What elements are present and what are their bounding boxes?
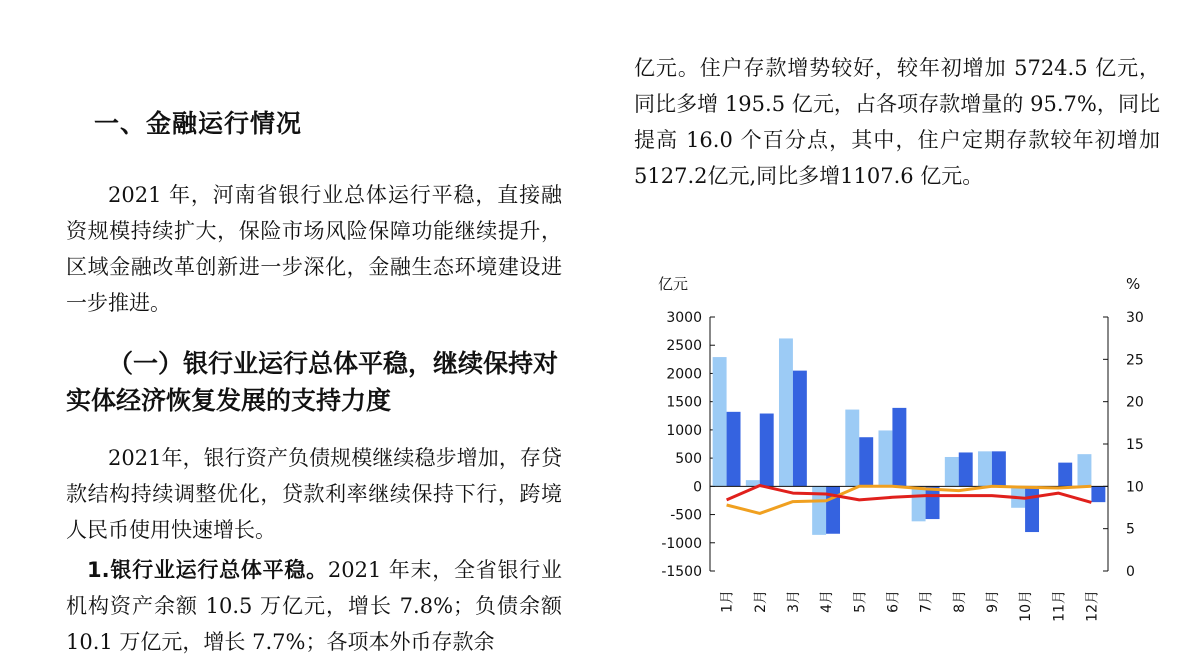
bar-series2 <box>727 412 741 487</box>
category-label: 11月 <box>1051 590 1068 622</box>
bar-series1 <box>978 451 992 486</box>
right-tick-label: 5 <box>1126 521 1135 538</box>
right-tick-label: 25 <box>1126 352 1144 369</box>
bar-series1 <box>779 338 793 486</box>
category-label: 10月 <box>1018 590 1035 622</box>
category-label: 6月 <box>885 590 902 613</box>
category-label: 2月 <box>752 590 769 613</box>
bar-series2 <box>1025 486 1039 532</box>
section-title: 一、金融运行情况 <box>94 109 303 138</box>
bar-series1 <box>1077 454 1091 486</box>
category-label: 7月 <box>918 590 935 613</box>
right-tick-label: 0 <box>1126 564 1135 580</box>
category-label: 1月 <box>719 590 736 613</box>
bar-series1 <box>945 457 959 486</box>
intro-paragraph: 2021 年，河南省银行业总体运行平稳，直接融资规模持续扩大，保险市场风险保障功能继续提升，区域金融改革创新进一步深化，金融生态环境建设进一步推进。 <box>66 183 562 315</box>
category-label: 8月 <box>951 590 968 613</box>
deposit-chart <box>630 260 1190 634</box>
item1-text: 2021 年末，全省银行业机构资产余额 10.5 万亿元，增长 7.8%；负债余额 10.1 万亿元，增长 7.7%；各项本外币存款余 <box>66 558 562 654</box>
bar-series1 <box>912 486 926 521</box>
right-tick-label: 20 <box>1126 394 1144 411</box>
right-axis-unit: % <box>1126 275 1141 293</box>
right-tick-label: 10 <box>1126 479 1144 496</box>
left-tick-label: 3000 <box>666 310 702 326</box>
category-label: 5月 <box>852 590 869 613</box>
item1-paragraph <box>66 552 562 660</box>
bar-series2 <box>859 437 873 486</box>
left-tick-label: 1000 <box>666 422 702 439</box>
bar-series2 <box>760 414 774 487</box>
category-label: 12月 <box>1084 590 1101 622</box>
left-axis-unit: 亿元 <box>658 275 689 293</box>
right-tick-label: 15 <box>1126 437 1144 453</box>
left-tick-label: 2000 <box>666 366 702 383</box>
left-tick-label: 0 <box>693 479 702 496</box>
left-tick-label: 2500 <box>666 338 702 355</box>
left-tick-label: 500 <box>675 451 702 468</box>
bar-series1 <box>845 410 859 487</box>
summary-paragraph: 2021年，银行资产负债规模继续稳步增加，存贷款结构持续调整优化，贷款利率继续保持下行，跨境人民币使用快速增长。 <box>66 446 562 542</box>
bar-series2 <box>926 486 940 519</box>
item1-lead: 1.银行业运行总体平稳。 <box>87 558 328 582</box>
right-paragraph: 亿元。住户存款增势较好，较年初增加 5724.5 亿元，同比多增 195.5 亿元，占各项存款增量的 95.7%，同比提高 16.0 个百分点，其中，住户定期存款较年初增加5127.2亿元,同比多增1107.6 亿元。 <box>634 56 1160 188</box>
category-label: 9月 <box>984 590 1001 613</box>
left-tick-label: -1000 <box>661 535 702 552</box>
bar-series2 <box>892 408 906 486</box>
left-tick-label: -500 <box>670 507 702 524</box>
left-tick-label: -1500 <box>661 564 702 580</box>
category-label: 4月 <box>819 590 836 613</box>
category-label: 3月 <box>785 590 802 613</box>
bar-series1 <box>878 430 892 486</box>
bar-series2 <box>1091 486 1105 502</box>
bar-series2 <box>793 371 807 487</box>
right-tick-label: 30 <box>1126 310 1144 326</box>
bar-series2 <box>992 451 1006 486</box>
bar-series2 <box>959 452 973 486</box>
subsection-title: （一）银行业运行总体平稳，继续保持对实体经济恢复发展的支持力度 <box>66 349 559 415</box>
bar-series2 <box>1058 463 1072 487</box>
bar-series1 <box>713 357 727 486</box>
left-tick-label: 1500 <box>666 394 702 411</box>
